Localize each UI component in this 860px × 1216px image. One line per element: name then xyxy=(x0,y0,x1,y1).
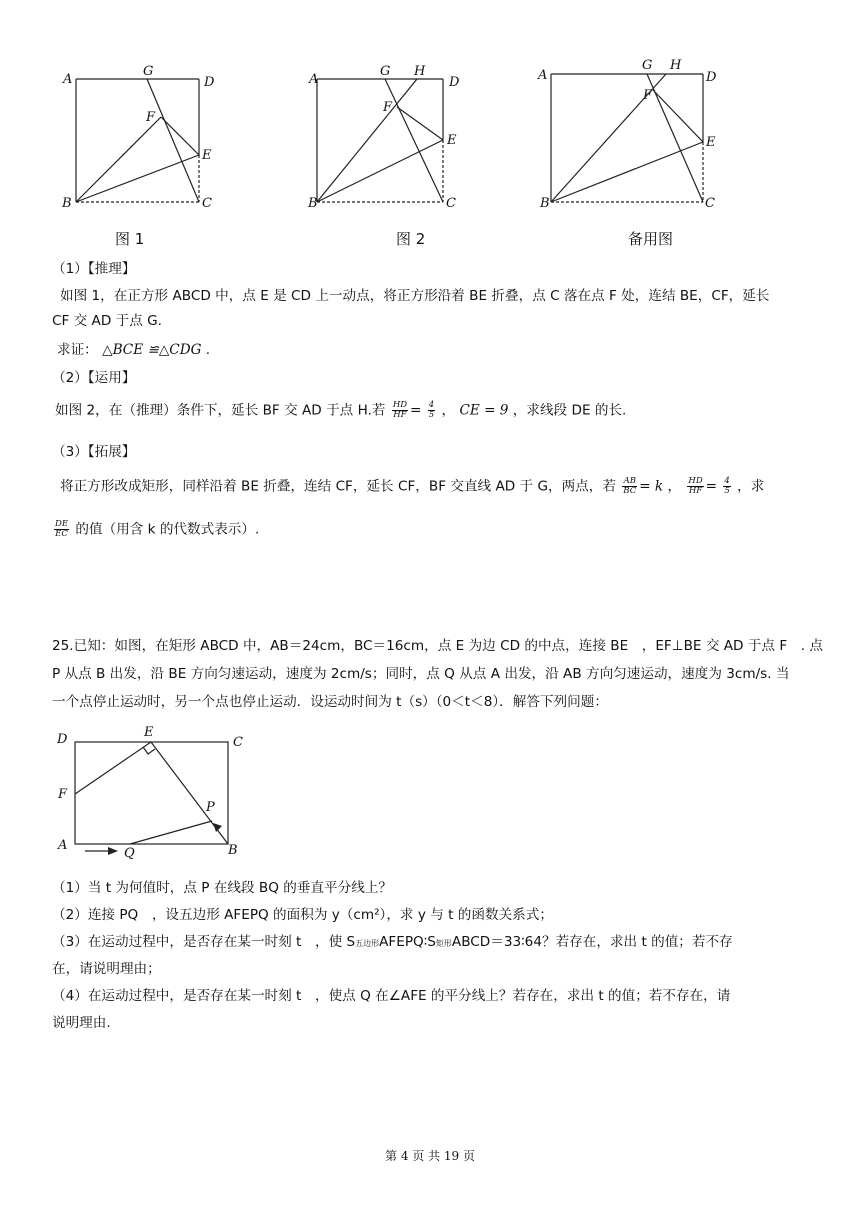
fraction-ab-bc xyxy=(622,477,637,496)
fig1-label-d: D xyxy=(204,75,215,90)
fraction-numerator: HD xyxy=(392,400,408,410)
equals-k: = k xyxy=(639,478,664,495)
q24-part3-text-a: 将正方形改成矩形，同样沿着 BE 折叠，连结 CF，延长 CF，BF 交直线 AD 于 G，两点，若 xyxy=(60,478,616,495)
q25-question-3 xyxy=(52,933,812,953)
q24-prove-end: . xyxy=(205,342,211,358)
fraction-denominator: HF xyxy=(393,410,407,420)
q25-question-2: （2）连接 PQ ，设五边形 AFEPQ 的面积为 y（cm²），求 y 与 t 的函数关系式； xyxy=(52,907,553,923)
ce-equation: CE = 9 xyxy=(459,402,509,419)
fig3-label-e: E xyxy=(706,135,716,150)
fraction-numerator: AB xyxy=(623,476,636,486)
q24-part3-text xyxy=(60,477,820,496)
q25-line-1: 25.已知：如图，在矩形 ABCD 中，AB＝24cm，BC＝16cm，点 E 为边 CD 的中点，连接 BE ，EF⊥BE 交 AD 于点 F . 点 xyxy=(52,638,823,654)
q25-q3-subscript-rectangle: 矩形 xyxy=(435,939,452,948)
q24-part1-heading: （1）【推理】 xyxy=(52,261,136,277)
q24-prove-math: △BCE ≌△CDG xyxy=(102,342,202,358)
q25-line-2: P 从点 B 出发，沿 BE 方向匀速运动，速度为 2cm/s；同时，点 Q 从点 A 出发，沿 AB 方向匀速运动，速度为 3cm/s. 当 xyxy=(52,666,790,682)
fig2-label-g: G xyxy=(380,64,391,79)
fig2-label-c: C xyxy=(446,196,456,211)
fig1-label-a: A xyxy=(63,72,73,87)
q24-part3-text-b: ，求 xyxy=(737,478,765,495)
q25-q3-subscript-pentagon: 五边形 xyxy=(355,939,380,948)
fraction-4-5-2 xyxy=(723,477,730,496)
fraction-numerator: 4 xyxy=(428,400,435,410)
comma: ， xyxy=(441,402,456,419)
q25-label-a: A xyxy=(58,838,68,853)
q25-label-f: F xyxy=(58,787,68,802)
q24-part2-text-a: 如图 2，在（推理）条件下，延长 BF 交 AD 于点 H.若 xyxy=(55,402,386,419)
figure-q25-drawing xyxy=(50,725,290,875)
fig2-label-b: B xyxy=(308,196,318,211)
q24-part3-text-c: 的值（用含 k 的代数式表示）. xyxy=(75,521,260,538)
figure-3-caption: 备用图 xyxy=(628,230,674,248)
q25-label-e: E xyxy=(144,725,154,740)
q25-label-b: B xyxy=(228,843,238,858)
fraction-hd-hf-2 xyxy=(687,477,703,496)
fig1-label-f: F xyxy=(146,110,156,125)
q25-line-3: 一个点停止运动时，另一个点也停止运动．设运动时间为 t（s）（0＜t＜8）．解答下列问题： xyxy=(52,694,608,710)
fig3-label-d: D xyxy=(706,70,717,85)
q24-part2-heading: （2）【运用】 xyxy=(52,370,136,386)
fig3-label-b: B xyxy=(540,196,550,211)
q25-question-1: （1）当 t 为何值时，点 P 在线段 BQ 的垂直平分线上？ xyxy=(52,880,393,896)
fraction-numerator: 4 xyxy=(724,476,730,486)
fraction-hd-hf xyxy=(392,401,408,420)
equals-sign: = xyxy=(410,402,422,419)
q25-question-3-line2: 在，请说明理由； xyxy=(52,961,161,977)
fraction-numerator: DE xyxy=(55,519,69,529)
fraction-denominator: 5 xyxy=(428,410,435,420)
q25-label-d: D xyxy=(57,732,68,747)
fig1-label-b: B xyxy=(62,196,72,211)
q24-part3-heading: （3）【拓展】 xyxy=(52,444,136,460)
q25-q3-part-c: ABCD＝33∶64？若存在，求出 t 的值；若不存 xyxy=(451,934,733,950)
q25-label-q: Q xyxy=(124,846,135,861)
fraction-4-5 xyxy=(428,401,435,420)
figure-2-caption: 图 2 xyxy=(396,230,426,248)
fig2-label-e: E xyxy=(447,133,457,148)
fraction-denominator: EC xyxy=(55,529,68,539)
figure-1-drawing xyxy=(55,62,255,222)
fig1-label-c: C xyxy=(202,196,212,211)
fig1-label-g: G xyxy=(143,64,154,79)
figure-2-drawing xyxy=(300,62,500,222)
q24-part1-prove xyxy=(57,341,817,359)
fraction-denominator: BC xyxy=(623,486,637,496)
fraction-de-ec xyxy=(54,520,69,539)
fig3-label-c: C xyxy=(705,196,715,211)
q24-part1-text-2: CF 交 AD 于点 G. xyxy=(52,313,162,329)
fig3-label-a: A xyxy=(538,68,548,83)
q24-prove-label: 求证： xyxy=(57,342,98,358)
figure-1-caption: 图 1 xyxy=(115,230,145,248)
comma: ， xyxy=(667,478,682,495)
q25-question-4: （4）在运动过程中，是否存在某一时刻 t ，使点 Q 在∠AFE 的平分线上？若存在，求出 t 的值；若不存在，请 xyxy=(52,988,731,1004)
fraction-denominator: HF xyxy=(688,486,703,496)
equals-sign: = xyxy=(705,478,718,495)
q25-label-p: P xyxy=(206,800,215,815)
fig2-label-a: A xyxy=(309,72,319,87)
fraction-numerator: HD xyxy=(688,476,703,486)
q24-part2-text-b: ，求线段 DE 的长. xyxy=(512,402,627,419)
q25-label-c: C xyxy=(233,735,243,750)
q24-part1-text: 如图 1，在正方形 ABCD 中，点 E 是 CD 上一动点，将正方形沿着 BE 折叠，点 C 落在点 F 处，连结 BE，CF，延长 xyxy=(60,288,770,304)
q25-q3-part-a: （3）在运动过程中，是否存在某一时刻 t ，使 S xyxy=(52,934,356,950)
fig1-label-e: E xyxy=(202,148,212,163)
page-footer: 第 4 页 共 19 页 xyxy=(385,1149,475,1163)
fig3-label-h: H xyxy=(670,58,682,73)
fig2-label-d: D xyxy=(449,75,460,90)
fig2-label-f: F xyxy=(383,100,393,115)
fig2-label-h: H xyxy=(414,64,426,79)
q24-part2-text xyxy=(55,401,815,420)
q24-part3-line2 xyxy=(52,520,812,539)
q25-q3-part-b: AFEPQ∶S xyxy=(379,934,436,950)
q25-question-4-line2: 说明理由. xyxy=(52,1015,111,1031)
fig3-label-g: G xyxy=(642,58,653,73)
fraction-denominator: 5 xyxy=(724,486,730,496)
fig3-label-f: F xyxy=(643,88,653,103)
